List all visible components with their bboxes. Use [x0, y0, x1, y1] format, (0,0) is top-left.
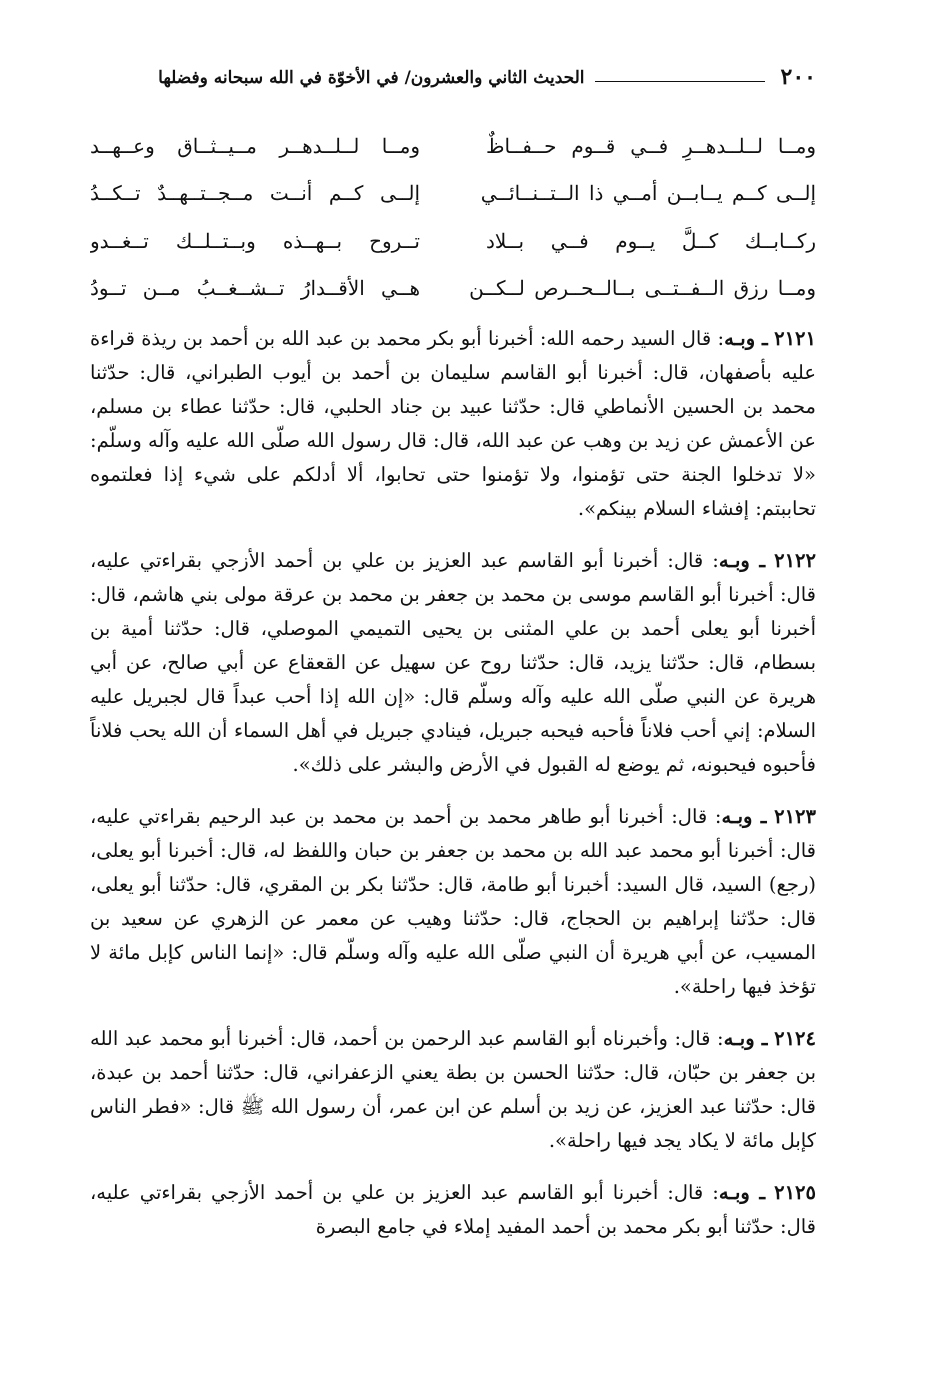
hadith-marker: ـ وبـه: [724, 327, 768, 350]
verse-first-hemistich: ركــابــك كــلَّ يــوم فــي بــلاد: [486, 228, 816, 253]
verse-second-hemistich: ومــا لــلــدهــر مــيــثــاق وعــهــد: [90, 133, 420, 158]
page-header: [90, 52, 816, 92]
hadith-marker: ـ وبـه: [721, 805, 767, 828]
book-page: [90, 52, 816, 1352]
verse-line: [90, 217, 816, 265]
hadith-number: ٢١٢٣: [774, 805, 816, 828]
hadith-text: : قال: أخبرنا أبو طاهر محمد بن أحمد بن محمد بن عبد الرحيم بقراءتي عليه، قال: أخبرنا أبو محمد عبد الله بن محمد بن جعفر بن حبان واللفظ له، قال: أخبرنا أبو يعلى، (رجع) السيد، قال السيد: أخبرنا أبو طامة، قال: حدّثنا بكر بن المقري، قال: حدّثنا أبو يعلى، قال: حدّثنا إبراهيم بن الحجاج، قال: حدّثنا وهيب عن معمر عن الزهري عن سعيد بن المسيب، عن أبي هريرة أن النبي صلّى الله عليه وآله وسلّم قال: «إنما الناس كإبل مائة لا تؤخذ فيها راحلة».: [90, 805, 816, 998]
hadith-text: : قال: أخبرنا أبو القاسم عبد العزيز بن علي بن أحمد الأزجي بقراءتي عليه، قال: حدّثنا أبو بكر محمد بن أحمد المفيد إملاء في جامع البصرة: [90, 1181, 816, 1238]
hadith-paragraph: [90, 322, 816, 526]
hadith-paragraph: [90, 1022, 816, 1158]
verse-line: [90, 122, 816, 170]
hadith-number: ٢١٢٢: [774, 549, 816, 572]
hadith-marker: ـ وبـه: [723, 1027, 768, 1050]
verse-line: [90, 265, 816, 313]
page-number: ٢٠٠: [780, 64, 816, 90]
hadith-paragraph: [90, 800, 816, 1004]
hadith-number: ٢١٢٤: [774, 1027, 816, 1050]
verse-second-hemistich: هــي الأقــدارُ تــشــغــبُ مــن تــودُ: [90, 276, 420, 301]
hadith-text: : قال: وأخبرناه أبو القاسم عبد الرحمن بن أحمد، قال: أخبرنا أبو محمد عبد الله بن جعفر بن حبّان، قال: حدّثنا الحسن بن بطة يعني الزعفراني، قال: حدّثنا أحمد بن عبدة، قال: حدّثنا عبد العزيز، عن زيد بن أسلم عن ابن عمر، أن رسول الله ﷺ قال: «فطر الناس كإبل مائة لا يكاد يجد فيها راحلة».: [90, 1027, 816, 1152]
hadith-paragraph: [90, 1176, 816, 1244]
hadith-marker: ـ وبـه: [718, 1181, 766, 1204]
hadith-text: : قال: أخبرنا أبو القاسم عبد العزيز بن علي بن أحمد الأزجي بقراءتي عليه، قال: أخبرنا أبو القاسم موسى بن محمد بن جعفر بن محمد بن عرقة مولى بني هاشم، قال: أخبرنا أبو يعلى أحمد بن علي المثنى بن يحيى التميمي الموصلي، قال: حدّثنا أمية بن بسطام، قال: حدّثنا يزيد، قال: حدّثنا روح عن سهيل عن القعقاع عن أبي صالح، عن أبي هريرة عن النبي صلّى الله عليه وآله وسلّم قال: «إن الله إذا أحب عبداً قال لجبريل عليه السلام: إني أحب فلاناً فأحبه فيحبه جبريل، فينادي جبريل في أهل السماء أن الله يحب فلاناً فأحبوه فيحبونه، ثم يوضع له القبول في الأرض والبشر على ذلك».: [90, 549, 816, 776]
verse-second-hemistich: إلــى كــم أنــت مــجــتــهــدٌ تــكــدُ: [90, 181, 420, 206]
poem: [90, 122, 816, 312]
running-title: الحديث الثاني والعشرون/ في الأخوّة في الله سبحانه وفضلها: [158, 68, 585, 88]
header-rule: [595, 81, 765, 82]
hadith-number: ٢١٢٥: [774, 1181, 816, 1204]
verse-first-hemistich: ومــا رزق الــفــتــى بــالــحــرص لــكــن: [469, 276, 816, 301]
hadith-text: : قال السيد رحمه الله: أخبرنا أبو بكر محمد بن عبد الله بن أحمد بن ريذة قراءة عليه بأصفهان، قال: أخبرنا أبو القاسم سليمان بن أحمد بن أيوب الطبراني، قال: حدّثنا محمد بن الحسين الأنماطي قال: حدّثنا عبيد بن جناد الحلبي، قال: حدّثنا عطاء بن مسلم، عن الأعمش عن زيد بن وهب عن عبد الله، قال: قال رسول الله صلّى الله عليه وآله وسلّم: «لا تدخلوا الجنة حتى تؤمنوا، ولا تؤمنوا حتى تحابوا، ألا أدلكم على شيء إذا فعلتموه تحاببتم: إفشاء السلام بينكم».: [90, 327, 816, 520]
verse-first-hemistich: إلــى كــم يــابــن أمــي ذا الــتــنــائــي: [480, 181, 816, 206]
hadith-marker: ـ وبـه: [718, 549, 766, 572]
hadith-number: ٢١٢١: [774, 327, 816, 350]
verse-second-hemistich: تــروح بــهــذه وبــتــلــك تــغــدو: [90, 228, 420, 253]
verse-line: [90, 170, 816, 218]
hadith-paragraph: [90, 544, 816, 782]
verse-first-hemistich: ومــا لــلــدهــرِ فــي قــوم حــفــاظٌ: [486, 133, 816, 158]
